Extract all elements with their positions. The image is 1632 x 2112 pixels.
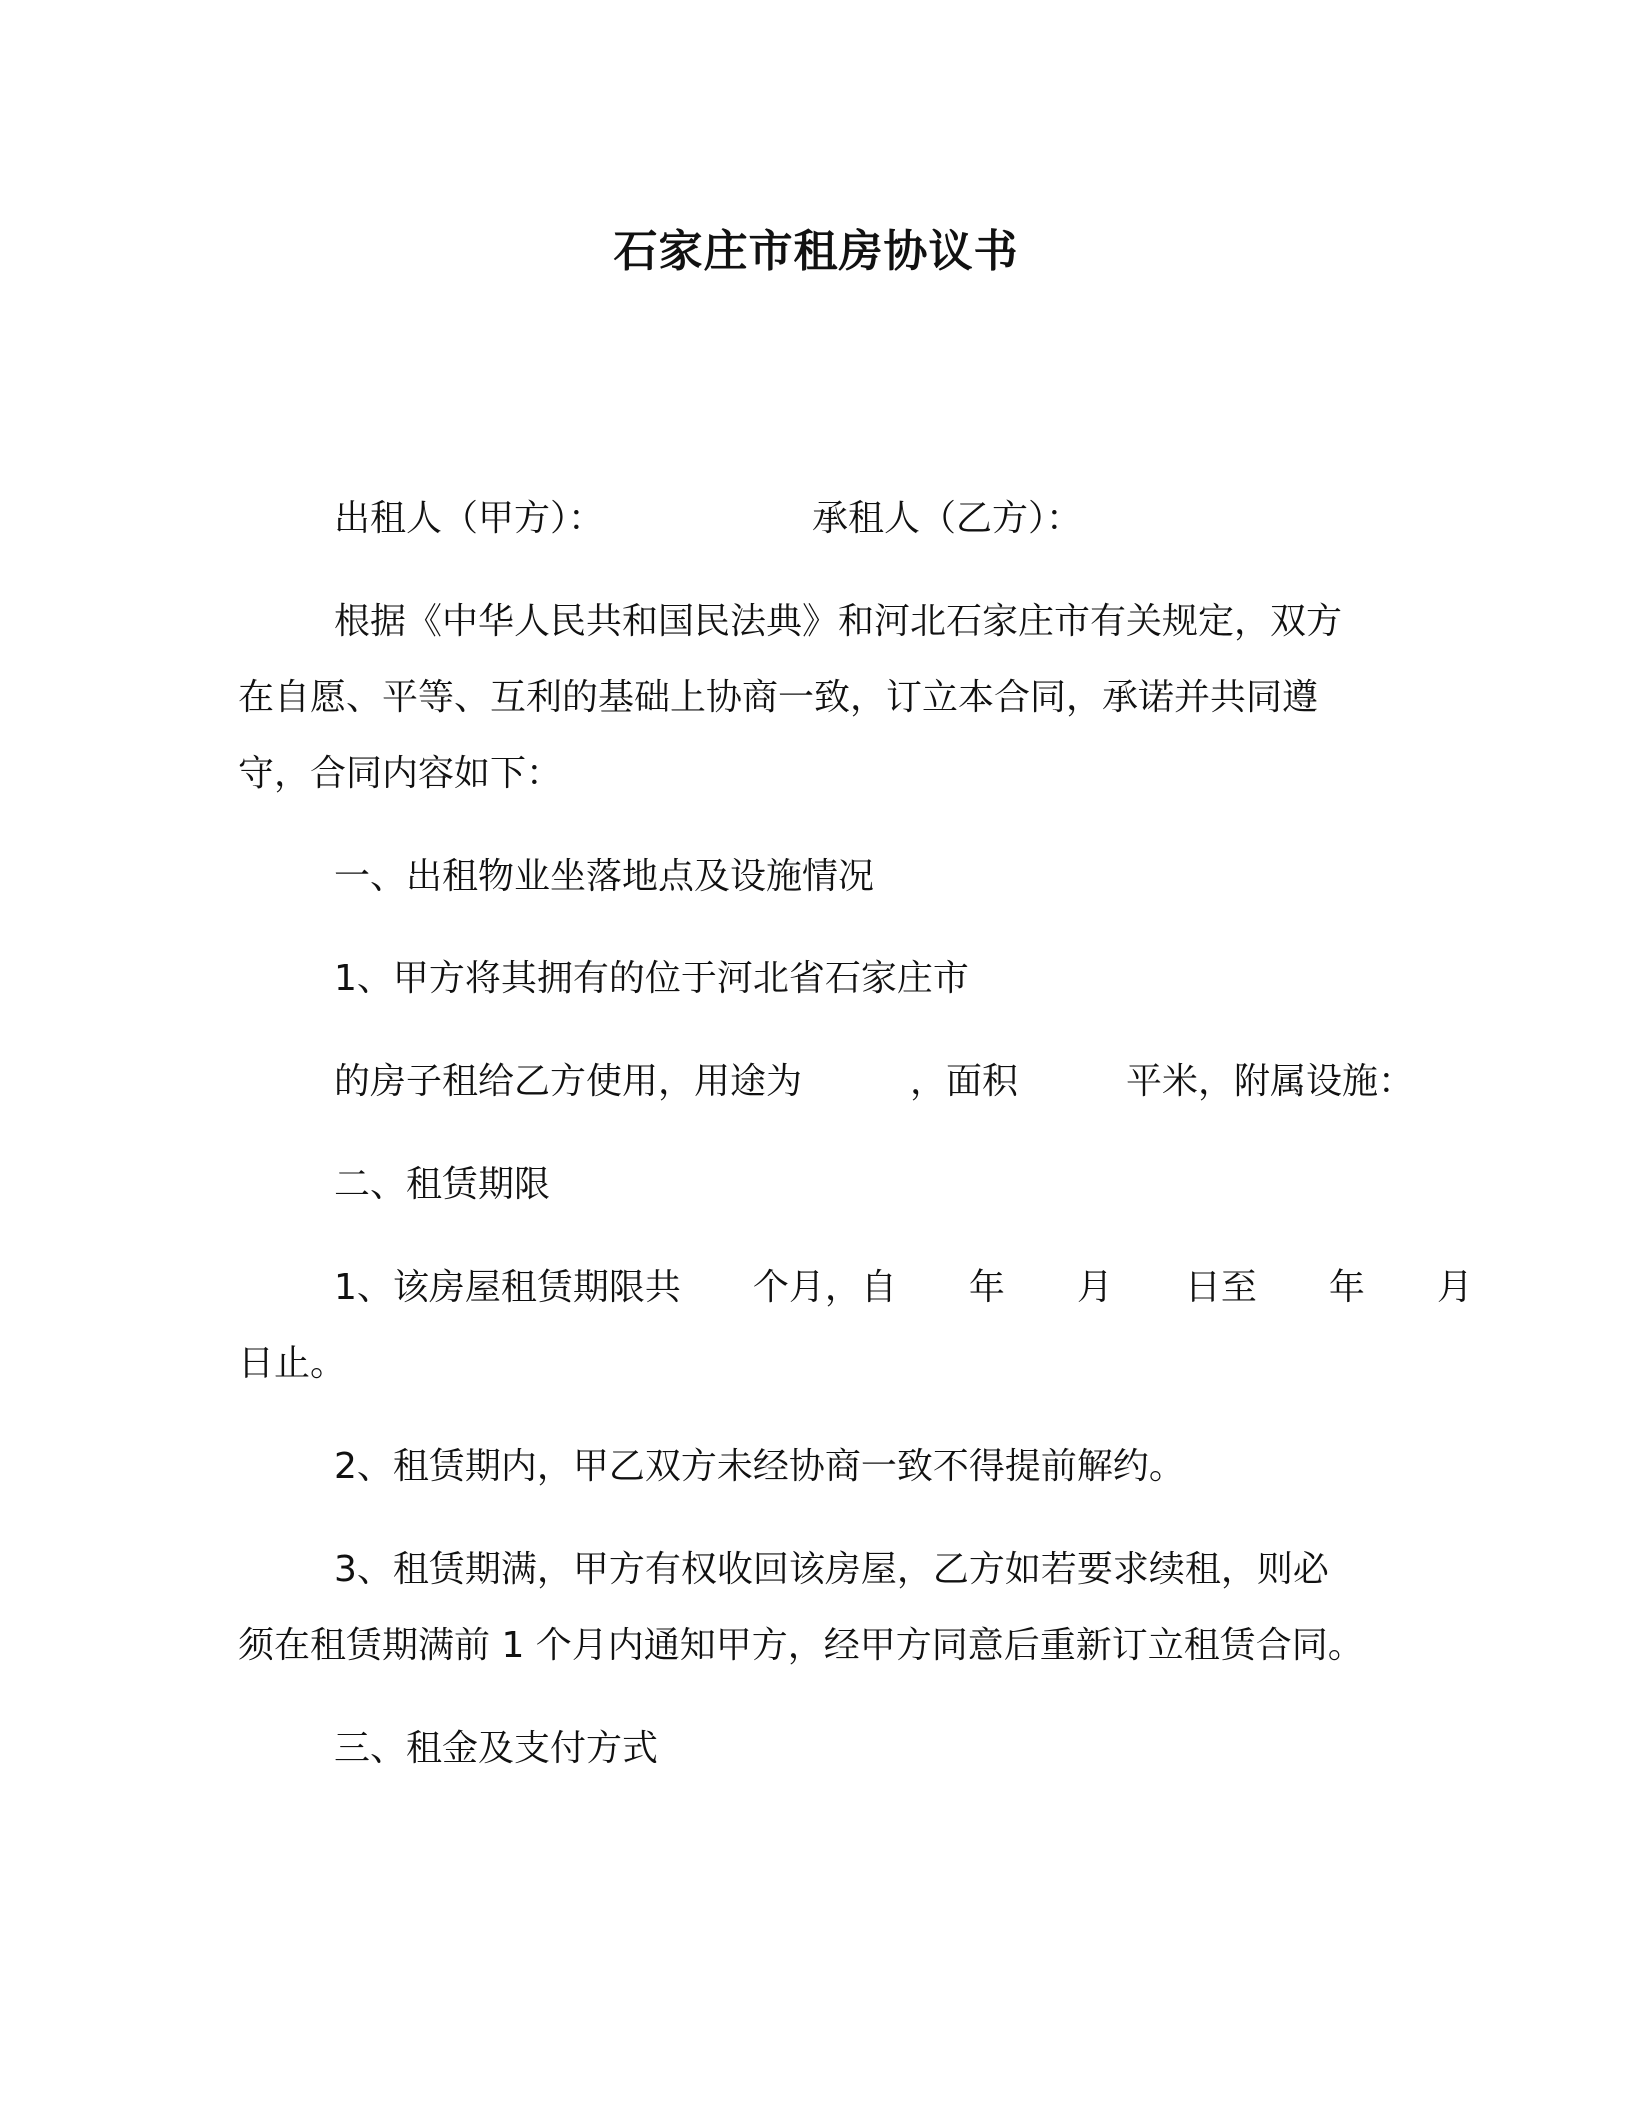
- preamble-line-1: 根据《中华人民共和国民法典》和河北石家庄市有关规定，双方: [334, 601, 1343, 642]
- section-2-item-3-line-2: 须在租赁期满前 1 个月内通知甲方，经甲方同意后重新订立租赁合同。: [238, 1625, 1364, 1666]
- preamble-line-2: 在自愿、平等、互利的基础上协商一致，订立本合同，承诺并共同遵: [238, 677, 1319, 718]
- section-1-item-1-line-1: 1、甲方将其拥有的位于河北省石家庄市: [334, 958, 969, 999]
- section-2-item-2: 2、租赁期内，甲乙双方未经协商一致不得提前解约。: [334, 1446, 1185, 1487]
- preamble-line-3: 守，合同内容如下：: [238, 753, 563, 794]
- section-1-heading: 一、出租物业坐落地点及设施情况: [334, 856, 875, 897]
- lessor-label: 出租人（甲方）：: [334, 498, 605, 539]
- section-1-item-1-line-2: 的房子租给乙方使用，用途为 ，面积 平米，附属设施：: [334, 1061, 1415, 1102]
- section-2-item-3-line-1: 3、租赁期满，甲方有权收回该房屋，乙方如若要求续租，则必: [334, 1549, 1329, 1590]
- section-2-item-1-line-1: 1、该房屋租赁期限共 个月，自 年 月 日至 年 月: [334, 1267, 1473, 1308]
- lessee-label: 承租人（乙方）：: [812, 498, 1083, 539]
- section-2-heading: 二、租赁期限: [334, 1164, 551, 1205]
- section-2-item-1-line-2: 日止。: [238, 1343, 347, 1384]
- section-3-heading: 三、租金及支付方式: [334, 1728, 659, 1769]
- document-title: 石家庄市租房协议书: [613, 226, 1019, 277]
